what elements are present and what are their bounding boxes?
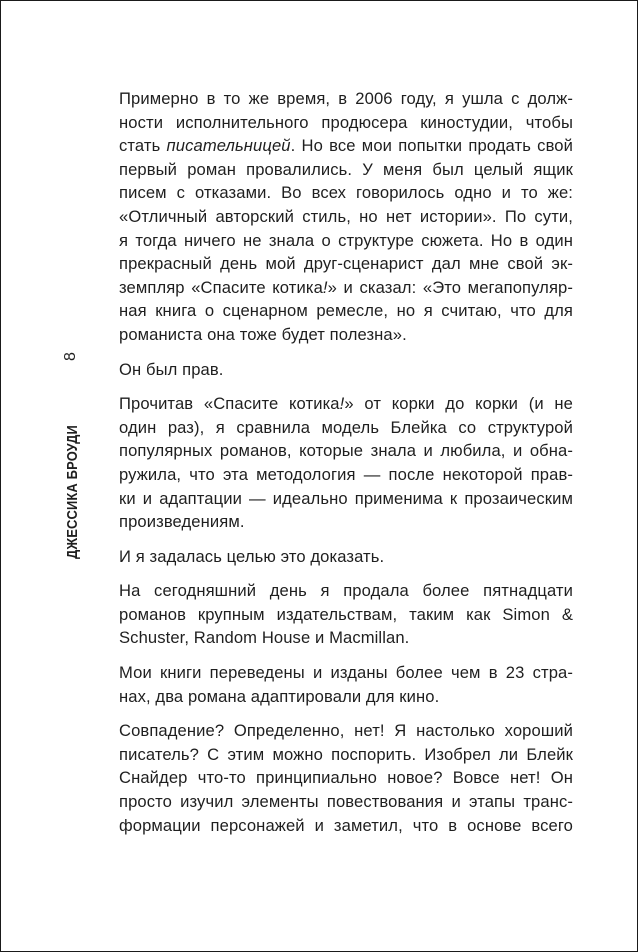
text-line: На сегодняшний день я продала более пятнадцати xyxy=(119,581,573,601)
text-line: я тогда ничего не знала о структуре сюжета. Но в один xyxy=(119,230,573,250)
text-run: » и сказал: «Это мегапопуляр- xyxy=(327,277,573,297)
text-line xyxy=(119,134,573,158)
body-text xyxy=(119,87,573,848)
text-line xyxy=(119,276,573,300)
text-line: популярных романов, которые знала и любила, и обна- xyxy=(119,441,573,461)
running-head-rotated xyxy=(59,339,85,559)
running-head xyxy=(57,339,87,559)
text-line: романиста она тоже будет полезна». xyxy=(119,324,407,344)
paragraph xyxy=(119,545,573,569)
text-line: формации персонажей и заметил, что в основе всего xyxy=(119,815,573,835)
text-line: «Отличный авторский стиль, но нет истории». По сути, xyxy=(119,206,573,226)
text-line: ки и адаптации — идеально применима к прозаическим xyxy=(119,488,573,508)
text-line: ружила, что эта методология — после некоторой прав- xyxy=(119,464,573,484)
paragraph xyxy=(119,87,573,347)
text-line: И я задалась целью это доказать. xyxy=(119,546,385,566)
text-line: Мои книги переведены и изданы более чем в 23 стра- xyxy=(119,663,573,683)
text-line: Снайдер что-то принципиально новое? Вовсе нет! Он xyxy=(119,768,573,788)
text-line xyxy=(119,392,573,416)
text-line: ности исполнительного продюсера киностудии, чтобы xyxy=(119,112,573,132)
text-run: Прочитав «Спасите котика xyxy=(119,394,340,414)
text-line: прекрасный день мой друг-сценарист дал мне свой эк- xyxy=(119,254,573,274)
text-run: земпляр «Спасите котика xyxy=(119,277,323,297)
text-run: » от корки до корки (и не xyxy=(344,394,573,414)
text-line: первый роман провалились. У меня был целый ящик xyxy=(119,159,573,179)
paragraph xyxy=(119,392,573,534)
text-line: романов крупным издательствам, таким как Simon & xyxy=(119,604,573,624)
paragraph xyxy=(119,661,573,708)
text-line: Schuster, Random House и Macmillan. xyxy=(119,628,410,648)
text-run: . Но все мои попытки продать свой xyxy=(290,136,573,156)
text-line: Совпадение? Определенно, нет! Я настолько хороший xyxy=(119,721,573,741)
text-line: Примерно в то же время, в 2006 году, я ушла с долж- xyxy=(119,89,573,108)
text-line: Он был прав. xyxy=(119,359,224,379)
paragraph xyxy=(119,579,573,650)
text-line: ная книга о сценарном ремесле, но я считаю, что для xyxy=(119,301,573,321)
text-line: нах, два романа адаптировали для кино. xyxy=(119,686,440,706)
text-run: стать xyxy=(119,136,167,156)
paragraph xyxy=(119,719,573,837)
italic-text: ! xyxy=(322,277,328,297)
running-head-author: ДЖЕССИКА БРОУДИ xyxy=(63,425,81,559)
text-line: писатель? С этим можно поспорить. Изобрел ли Блейк xyxy=(119,744,573,764)
italic-text: ! xyxy=(339,394,345,414)
page-number: 8 xyxy=(62,352,79,361)
text-line: писем с отказами. Во всех говорилось одно и то же: xyxy=(119,183,573,203)
text-line: произведениям. xyxy=(119,512,245,532)
italic-text: писательницей xyxy=(166,136,291,156)
paragraph xyxy=(119,358,573,382)
text-line: один раз), я сравнила модель Блейка со структурой xyxy=(119,417,573,437)
text-line: просто изучил элементы повествования и этапы транс- xyxy=(119,792,573,812)
